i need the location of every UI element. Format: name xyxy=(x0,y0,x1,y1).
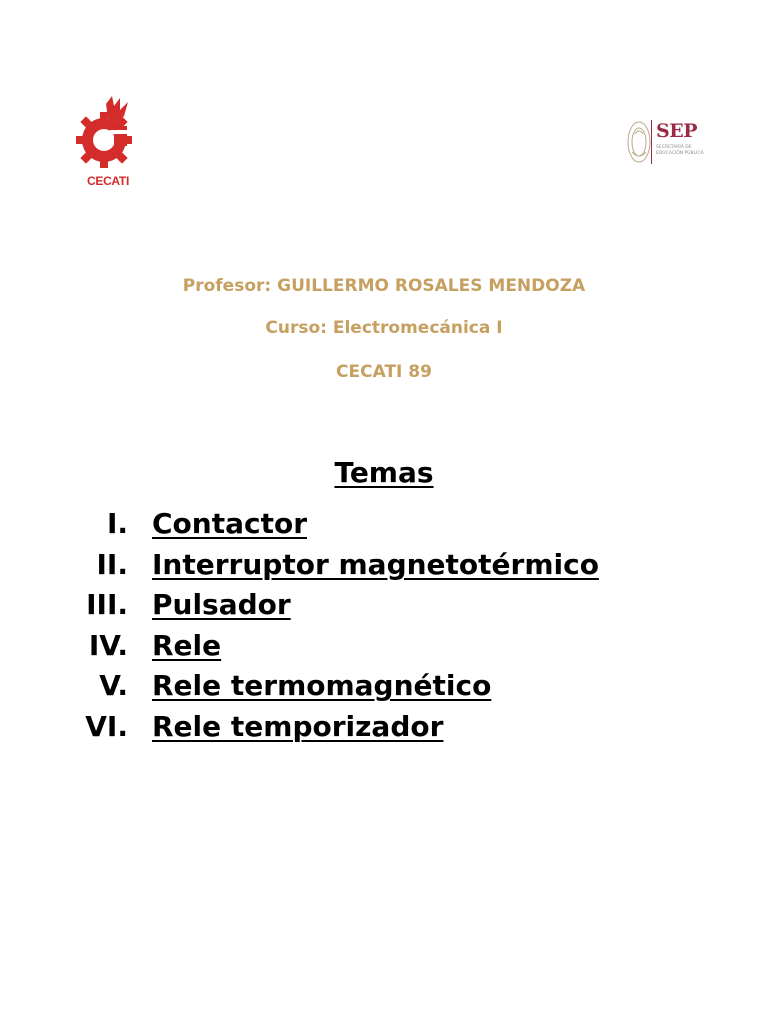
topic-number: III. xyxy=(86,588,128,622)
topic-item xyxy=(0,626,768,667)
topic-list xyxy=(0,504,768,748)
topic-number: I. xyxy=(106,507,128,540)
topic-label: Interruptor magnetotérmico xyxy=(152,547,599,581)
topic-number: II. xyxy=(96,547,128,581)
topic-item xyxy=(0,585,768,626)
topic-number: VI. xyxy=(85,709,128,743)
mexico-coat-of-arms-icon xyxy=(626,118,652,166)
sep-logo-subtitle: SECRETARÍA DE EDUCACIÓN PÚBLICA xyxy=(656,145,704,156)
cecati-logo xyxy=(76,94,140,198)
topic-label: Contactor xyxy=(152,507,308,540)
cecati-logo-text: CECATI xyxy=(87,174,129,188)
topic-number: IV. xyxy=(88,628,128,662)
sep-logo-text: SEP xyxy=(656,120,697,142)
topic-label: Rele xyxy=(152,628,222,662)
center-line: CECATI 89 xyxy=(336,362,432,382)
cecati-gear-icon xyxy=(76,94,140,178)
topic-item xyxy=(0,666,768,707)
topic-item xyxy=(0,545,768,586)
topics-title: Temas xyxy=(334,456,434,489)
topic-label: Rele temporizador xyxy=(152,709,444,743)
topic-number: V. xyxy=(99,669,128,703)
topic-label: Rele termomagnético xyxy=(152,669,492,703)
topic-label: Pulsador xyxy=(152,588,291,622)
sep-logo xyxy=(626,118,712,170)
topic-item xyxy=(0,707,768,748)
course-line: Curso: Electromecánica I xyxy=(265,318,503,338)
professor-line: Profesor: GUILLERMO ROSALES MENDOZA xyxy=(182,276,586,296)
topic-item xyxy=(0,504,768,545)
